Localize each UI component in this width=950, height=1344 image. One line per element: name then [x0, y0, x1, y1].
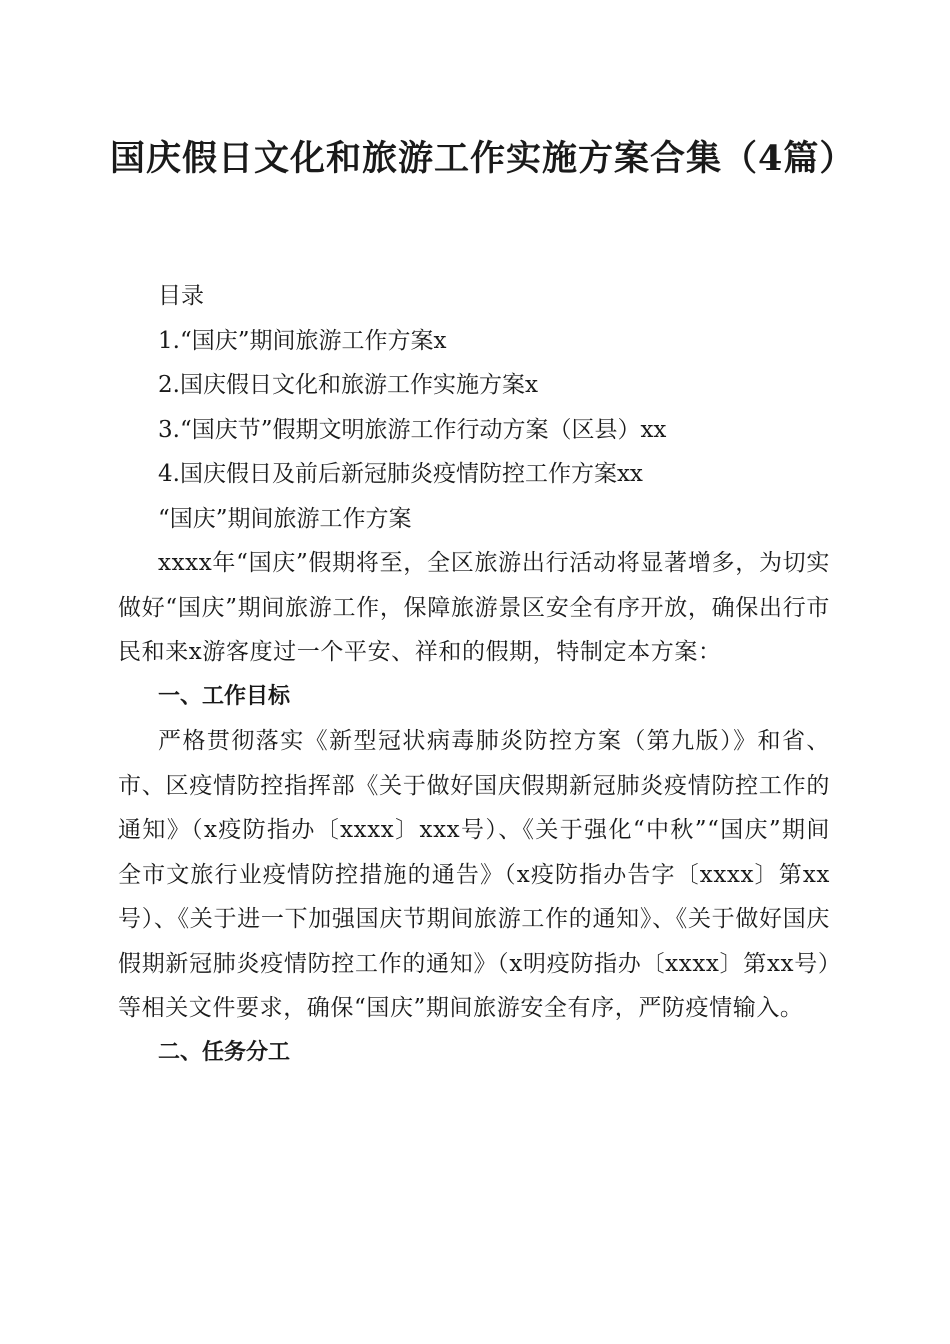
heading-work-goals: 一、工作目标 [158, 683, 291, 709]
toc-item-4: 4.国庆假日及前后新冠肺炎疫情防控工作方案xx [158, 461, 643, 487]
paragraph-work-goals: 严格贯彻落实《新型冠状病毒肺炎防控方案（第九版）》和省、市、区疫情防控指挥部《关于做好国庆假期新冠肺炎疫情防控工作的通知》（x疫防指办〔xxxx〕xxx号）、《关于强化“中秋”“国庆”期间全市文旅行业疫情防控措施的通告》（x疫防指办告字〔xxxx〕第xx号）、《关于进一下加强国庆节期间旅游工作的通知》、《关于做好国庆假期新冠肺炎疫情防控工作的通知》（x明疫防指办〔xxxx〕第xx号）等相关文件要求，确保“国庆”期间旅游安全有序，严防疫情输入。 [118, 728, 830, 1021]
toc-item-1: 1.“国庆”期间旅游工作方案x [158, 327, 447, 354]
intro-paragraph: xxxx年“国庆”假期将至，全区旅游出行活动将显著增多，为切实做好“国庆”期间旅游工作，保障旅游景区安全有序开放，确保出行市民和来x游客度过一个平安、祥和的假期，特制定本方案： [118, 550, 830, 665]
toc-item-3: 3.“国庆节”假期文明旅游工作行动方案（区县）xx [158, 416, 667, 443]
document-title: 国庆假日文化和旅游工作实施方案合集（4篇） [110, 138, 856, 179]
toc-label: 目录 [158, 283, 204, 309]
section-title: “国庆”期间旅游工作方案 [158, 505, 412, 532]
heading-task-division: 二、任务分工 [158, 1039, 291, 1065]
toc-item-2: 2.国庆假日文化和旅游工作实施方案x [158, 372, 538, 398]
document-body [118, 274, 830, 1075]
